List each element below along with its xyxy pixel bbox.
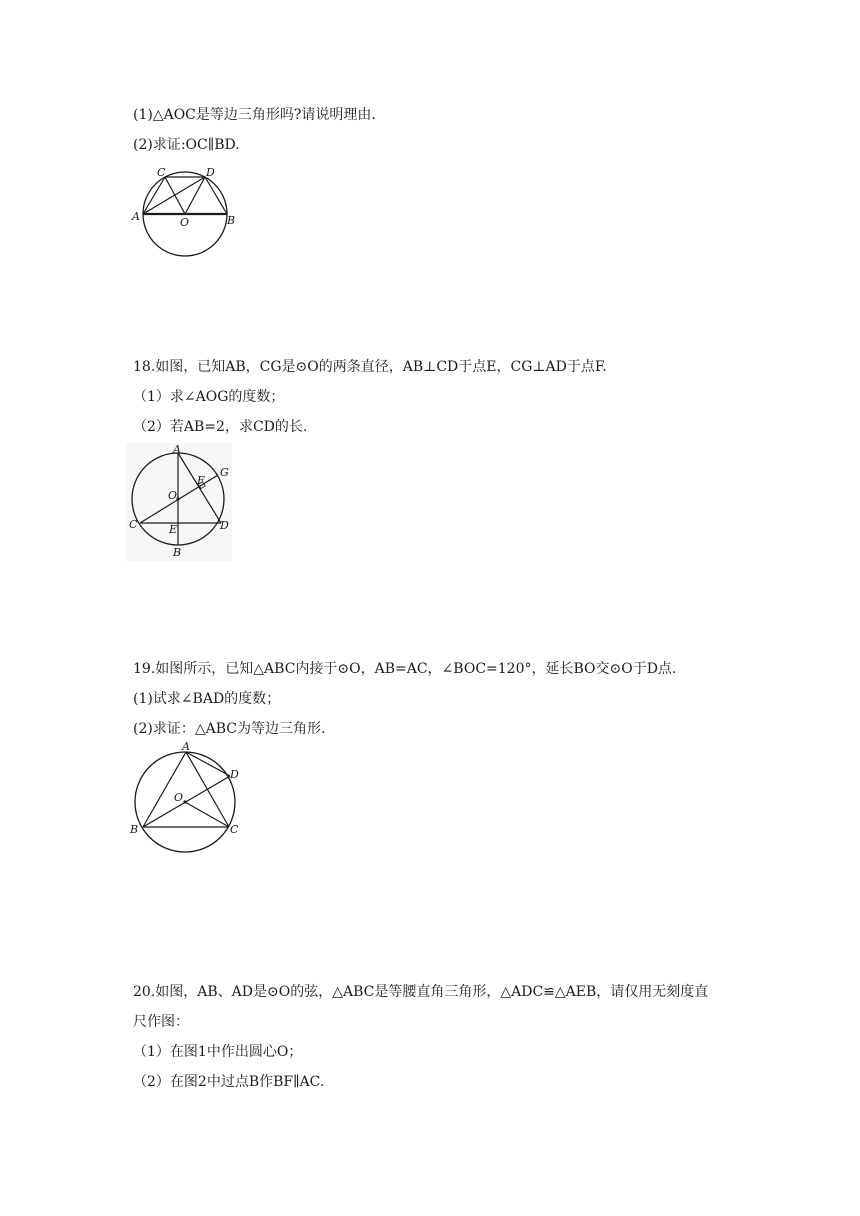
q18-label-a: A [173, 443, 181, 456]
q19-side-ab [143, 752, 186, 827]
q19-label-o: O [174, 791, 184, 804]
q17-label-d: D [206, 166, 215, 179]
q19-label-a: A [182, 740, 190, 753]
q17-label-o: O [180, 216, 190, 229]
q18-label-o: O [168, 489, 178, 502]
q18-label-c: C [129, 518, 138, 531]
q17-segment-ad [143, 177, 205, 214]
q20-part1: （1）在图1中作出圆心O； [133, 1044, 303, 1060]
q17-part2: (2)求证:OC∥BD. [133, 137, 240, 153]
q18-figure [126, 443, 232, 561]
q20-stem-line1: 20.如图，AB、AD是⊙O的弦，△ABC是等腰直角三角形，△ADC≌△AEB，请仅用无刻度直 [133, 984, 709, 1000]
q20-part2: （2）在图2中过点B作BF∥AC. [133, 1074, 325, 1090]
q17-label-b: B [227, 214, 236, 227]
q18-part2: （2）若AB=2，求CD的长. [133, 419, 308, 435]
q18-stem: 18.如图，已知AB，CG是⊙O的两条直径，AB⊥CD于点E，CG⊥AD于点F. [133, 359, 607, 375]
q19-label-c: C [230, 823, 239, 836]
q20-stem-line2: 尺作图： [133, 1014, 189, 1030]
q17-segment-oc [165, 177, 185, 214]
q18-part1: （1）求∠AOG的度数； [133, 389, 285, 405]
q18-label-d: D [220, 519, 229, 532]
q17-part1: (1)△AOC是等边三角形吗?请说明理由. [133, 107, 376, 123]
q18-label-e: E [169, 523, 178, 536]
q19-part2: (2)求证：△ABC为等边三角形. [133, 721, 326, 737]
q18-label-g: G [220, 466, 229, 479]
q19-label-d: D [230, 768, 239, 781]
q18-label-f: F [197, 474, 205, 487]
q19-part1: (1)试求∠BAD的度数； [133, 691, 281, 707]
q17-label-c: C [157, 166, 166, 179]
q17-segment-ac [143, 177, 165, 214]
q17-figure [128, 164, 258, 260]
q19-stem: 19.如图所示，已知△ABC内接于⊙O，AB=AC，∠BOC=120°，延长BO交⊙O于D点. [133, 661, 677, 677]
q19-label-b: B [130, 823, 139, 836]
q19-center-dot [183, 800, 186, 803]
q17-segment-bd [205, 177, 227, 214]
q18-label-b: B [173, 546, 182, 559]
q19-figure [126, 740, 246, 856]
q17-label-a: A [132, 210, 140, 223]
